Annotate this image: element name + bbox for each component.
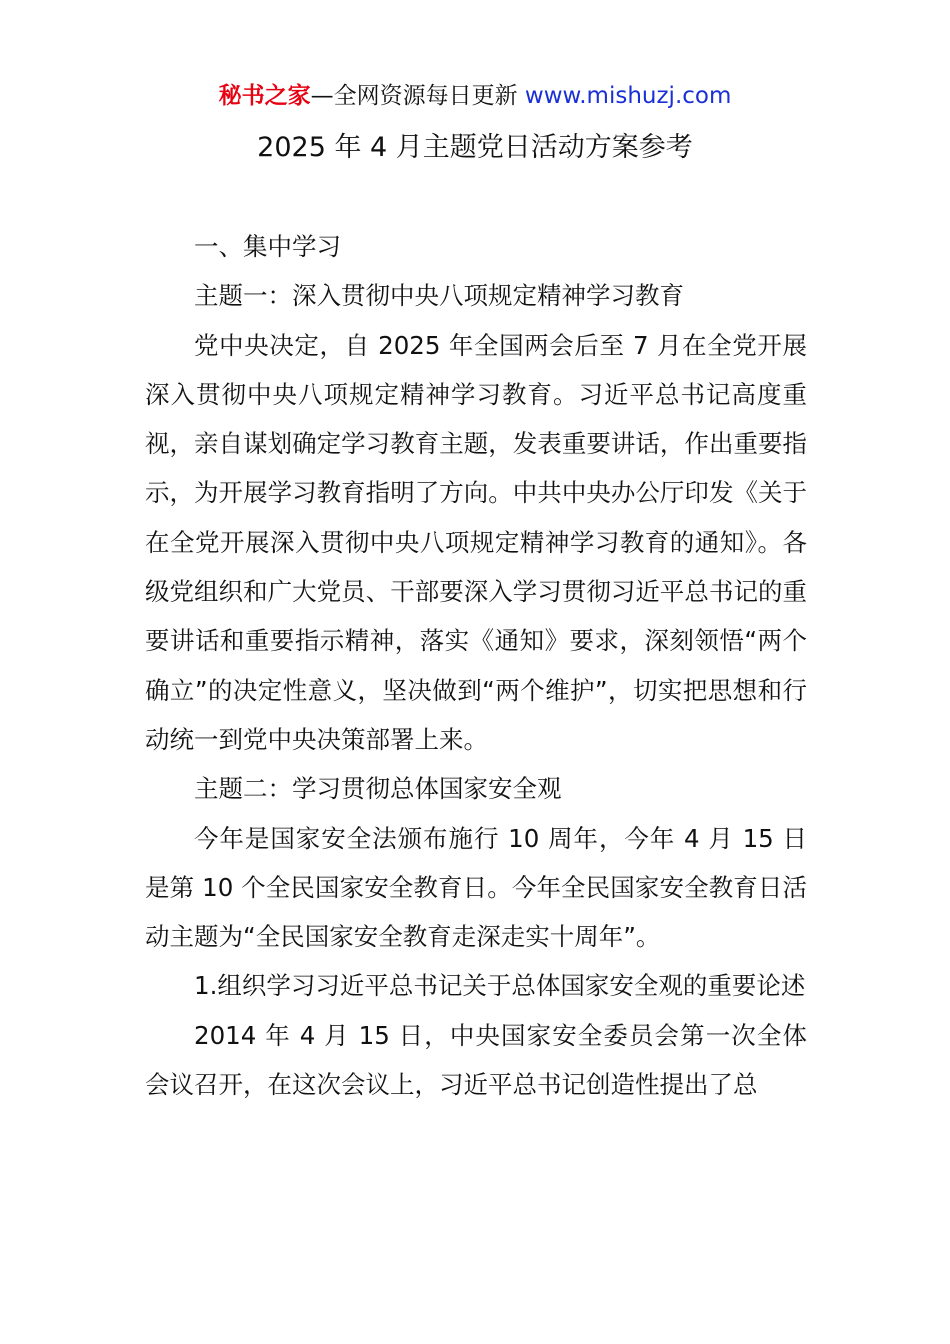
site-brand: 秘书之家 <box>218 83 311 109</box>
body-paragraph: 党中央决定，自 2025 年全国两会后至 7 月在全党开展深入贯彻中央八项规定精神学习教育。习近平总书记高度重视，亲自谋划确定学习教育主题，发表重要讲话，作出重要指示，为开展学习教育指明了方向。中共中央办公厅印发《关于在全党开展深入贯彻中央八项规定精神学习教育的通知》。各级党组织和广大党员、干部要深入学习贯彻习近平总书记的重要讲话和重要指示精神，落实《通知》要求，深刻领悟“两个确立”的决定性意义，坚决做到“两个维护”，切实把思想和行动统一到党中央决策部署上来。 <box>145 330 807 754</box>
site-tagline: —全网资源每日更新 <box>310 83 518 109</box>
body-paragraph: 2014 年 4 月 15 日，中央国家安全委员会第一次全体会议召开，在这次会议上，习近平总书记创造性提出了总 <box>145 1020 807 1100</box>
topic-heading: 主题二：学习贯彻总体国家安全观 <box>194 774 562 804</box>
document-body <box>145 222 807 1109</box>
section-heading: 一、集中学习 <box>194 232 341 261</box>
topic-heading: 主题一：深入贯彻中央八项规定精神学习教育 <box>194 281 684 311</box>
sub-heading: 1.组织学习习近平总书记关于总体国家安全观的重要论述 <box>194 971 806 1001</box>
document-title: 2025 年 4 月主题党日活动方案参考 <box>257 132 693 163</box>
site-url-link[interactable]: www.mishuzj.com <box>524 83 732 109</box>
site-header <box>0 80 950 112</box>
body-paragraph: 今年是国家安全法颁布施行 10 周年，今年 4 月 15 日是第 10 个全民国家安全教育日。今年全民国家安全教育日活动主题为“全民国家安全教育走深走实十周年”。 <box>145 823 807 952</box>
